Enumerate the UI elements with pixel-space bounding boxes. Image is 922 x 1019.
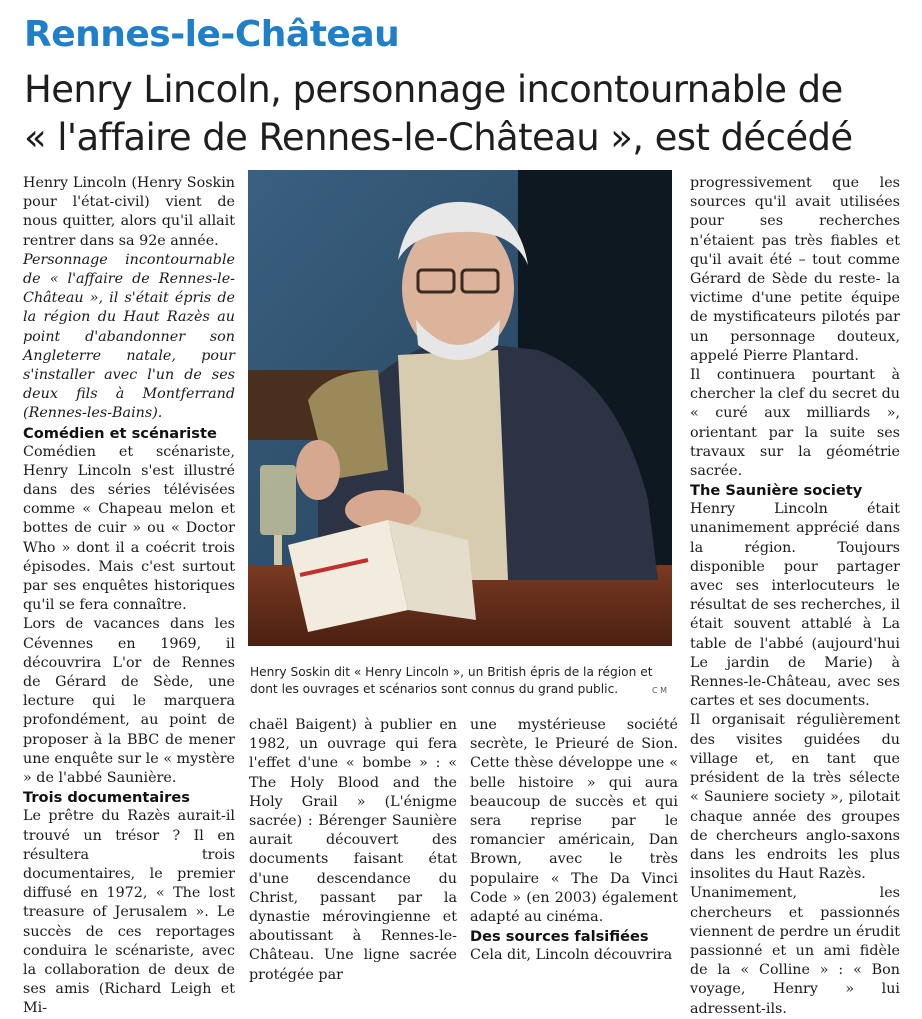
paragraph: Il continuera pourtant à chercher la clef du secret du « curé aux milliards », orientant par la suite ses travaux sur la géométrie sacrée.: [690, 367, 900, 480]
paragraph: progressivement que les sources qu'il avait utilisées pour ses recherches n'étaient pas très fiables et qu'il avait été – tout comme Gérard de Sède du reste- la victime d'une petite équipe de mystificateurs pilotés par un personnage douteux, appelé Pierre Plantard.: [690, 175, 900, 364]
portrait-illustration: [248, 170, 672, 646]
article-photo: [248, 170, 672, 646]
paragraph: Cela dit, Lincoln découvrira: [470, 947, 673, 964]
paragraph: Comédien et scénariste, Henry Lincoln s'est illustré dans des séries télévisées comme « Chapeau melon et bottes de cuir » ou « Doctor Who » dont il a coécrit trois épisodes. Mais c'est surtout par ses enquêtes historiques qu'il se fera connaître.: [23, 443, 235, 614]
paragraph: une mystérieuse société secrète, le Prieuré de Sion. Cette thèse développe une « belle histoire » qui aura beaucoup de succès et qui sera reprise par le romancier américain, Dan Brown, avec le très populaire « The Da Vinci Code » (en 2003) également adapté au cinéma.: [470, 717, 678, 926]
article-column-2: [249, 716, 457, 983]
subheading: Trois documentaires: [23, 789, 190, 807]
article-column-3: [470, 716, 678, 964]
paragraph: Henry Lincoln (Henry Soskin pour l'état-civil) vient de nous quitter, alors qu'il allait rentrer dans sa 92e année.: [23, 175, 235, 249]
section-kicker: Rennes-le-Château: [24, 14, 400, 55]
paragraph: Lors de vacances dans les Cévennes en 1969, il découvrira L'or de Rennes de Gérard de Sède, une lecture qui le marquera profondément, au point de proposer à la BBC de mener une enquête sur le « mystère » de l'abbé Saunière.: [23, 616, 235, 787]
photo-credit: C M: [652, 686, 668, 695]
subheading: The Saunière society: [690, 482, 863, 500]
article-headline: [24, 66, 904, 162]
paragraph: Personnage incontournable de « l'affaire de Rennes-le-Château », il s'était épris de la région du Haut Razès au point d'abandonner son Angleterre natale, pour s'installer avec l'un de ses deux fils à Montferrand (Rennes-les-Bains).: [23, 251, 235, 422]
paragraph: chaël Baigent) à publier en 1982, un ouvrage qui fera l'effet d'une « bombe » : « The Holy Blood and the Holy Grail » (L'énigme sacrée) : Bérenger Saunière aurait découvert des documents faisant état d'une descendance du Christ, passant par la dynastie mérovingienne et aboutissant à Rennes-le-Château. Une ligne sacrée protégée par: [249, 717, 457, 983]
headline-line-1: Henry Lincoln, personnage incontournable de: [24, 68, 843, 111]
subheading: Des sources falsifiées: [470, 928, 649, 946]
article-column-4: [690, 174, 901, 1017]
headline-line-2: « l'affaire de Rennes-le-Château », est décédé: [24, 116, 853, 159]
paragraph: Il organisait régulièrement des visites guidées du village et, en tant que président de la très sélecte « Sauniere society », pilotait chaque année des groupes de chercheurs anglo-saxons dans les endroits les plus insolites du Haut Razès.: [690, 712, 900, 883]
paragraph: Henry Lincoln était unanimement apprécié dans la région. Toujours disponible pour partager avec ses interlocuteurs le résultat de ses recherches, il était souvent attablé à La table de l'abbé (aujourd'hui Le jardin de Marie) à Rennes-le-Château, avec ses cartes et ses documents.: [690, 501, 900, 710]
paragraph: Unanimement, les chercheurs et passionnés viennent de perdre un érudit passionné et un ami fidèle de la « Colline » : « Bon voyage, Henry » lui adressent-ils.: [690, 885, 901, 1017]
photo-caption: Henry Soskin dit « Henry Lincoln », un British épris de la région et dont les ouvrages et scénarios sont connus du grand public.: [250, 665, 653, 696]
article-column-1: [23, 174, 235, 1017]
paragraph: Le prêtre du Razès aurait-il trouvé un trésor ? Il en résultera trois documentaires, le premier diffusé en 1972, « The lost treasure of Jerusalem ». Le succès de ces reportages conduira le scénariste, avec la collaboration de deux de ses amis (Richard Leigh et Mi-: [23, 808, 235, 1017]
subheading: Comédien et scénariste: [23, 424, 217, 442]
